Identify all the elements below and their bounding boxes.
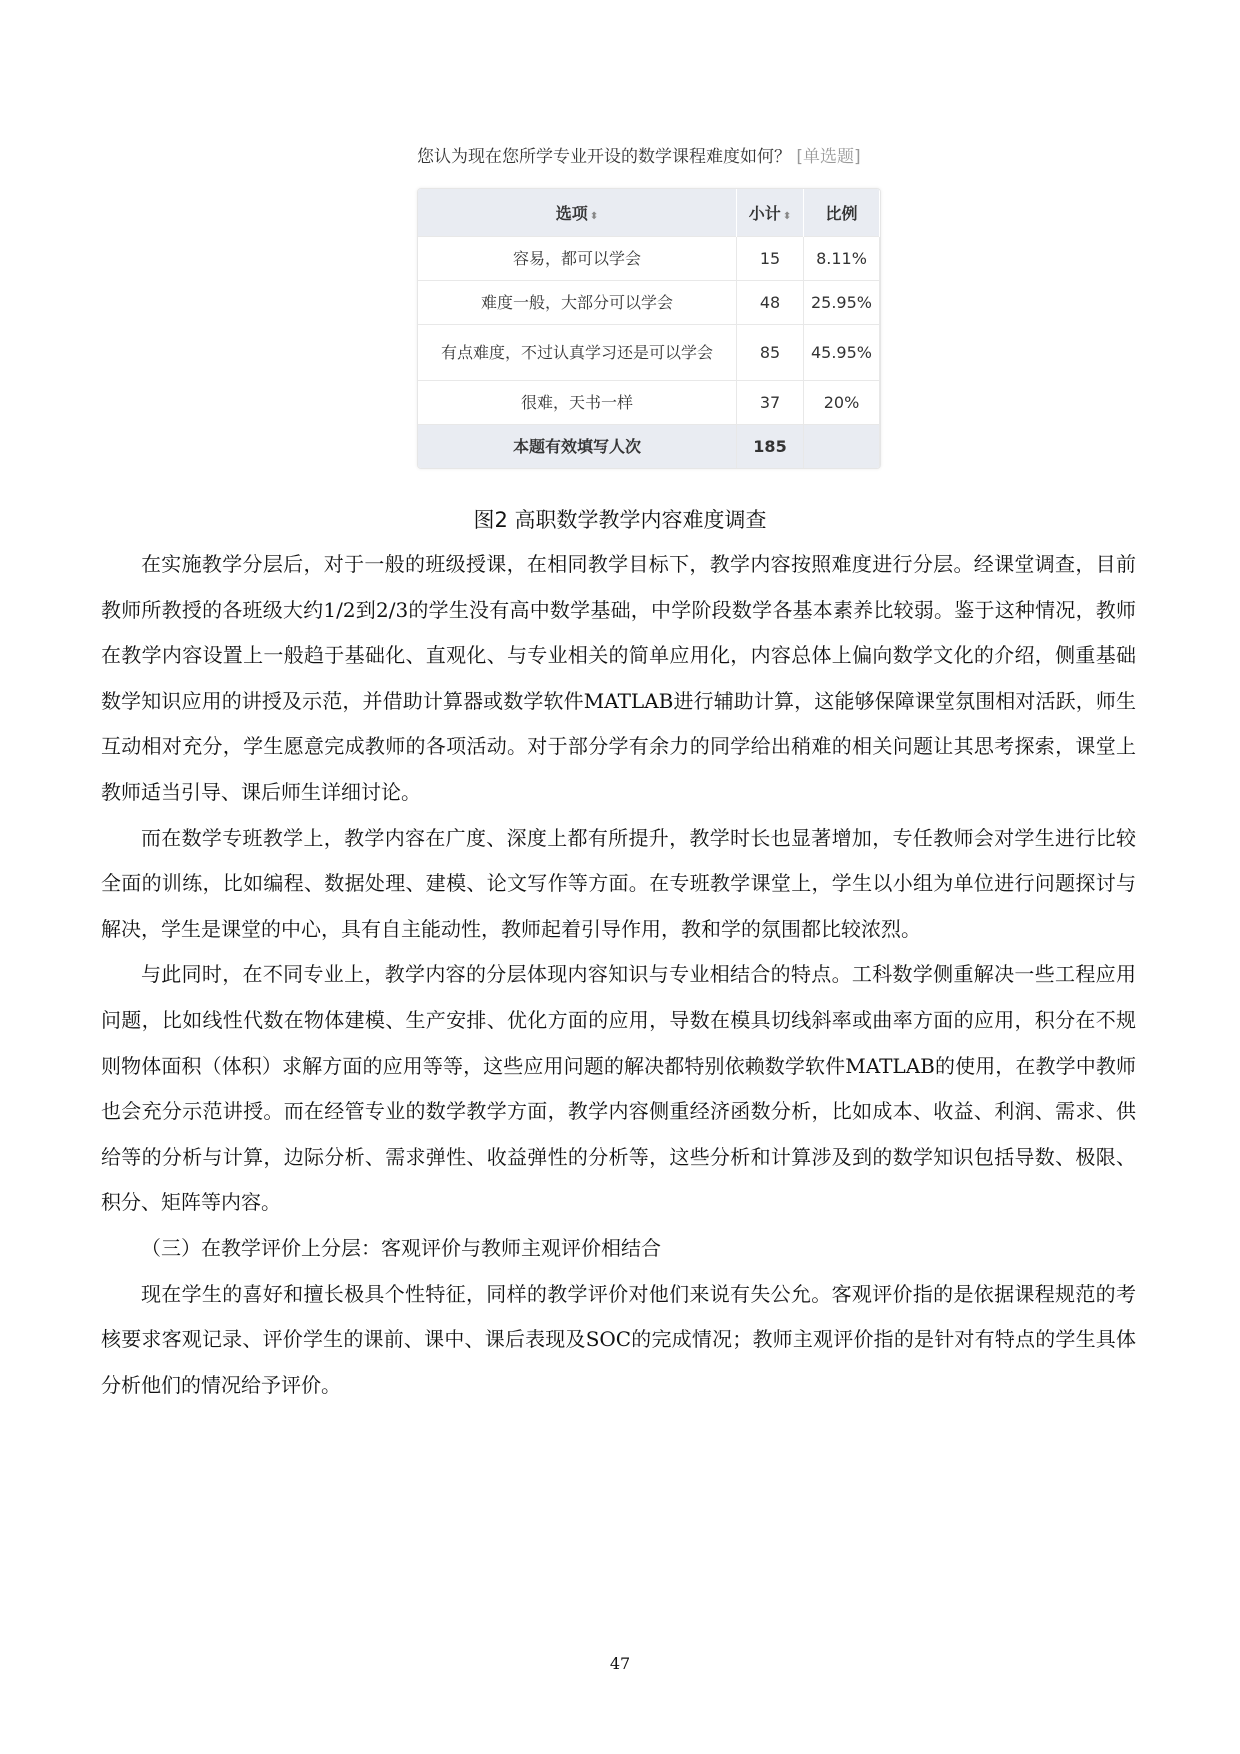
cell-option: 容易，都可以学会 <box>418 237 737 281</box>
survey-table-wrapper <box>417 188 881 469</box>
survey-figure <box>417 142 889 469</box>
survey-table <box>418 189 880 468</box>
section-heading: （三）在教学评价上分层：客观评价与教师主观评价相结合 <box>141 1235 661 1260</box>
column-header-ratio: 比例 <box>804 189 880 237</box>
table-row <box>418 237 880 281</box>
column-header-count[interactable] <box>737 189 804 237</box>
cell-option: 有点难度，不过认真学习还是可以学会 <box>418 325 737 381</box>
paragraph: 与此同时，在不同专业上，教学内容的分层体现内容知识与专业相结合的特点。工科数学侧重解决一些工程应用问题，比如线性代数在物体建模、生产安排、优化方面的应用，导数在模具切线斜率或曲率方面的应用，积分在不规则物体面积（体积）求解方面的应用等等，这些应用问题的解决都特别依赖数学软件MATLAB的使用，在教学中教师也会充分示范讲授。而在经管专业的数学教学方面，教学内容侧重经济函数分析，比如成本、收益、利润、需求、供给等的分析与计算，边际分析、需求弹性、收益弹性的分析等，这些分析和计算涉及到的数学知识包括导数、极限、积分、矩阵等内容。 <box>101 962 1136 1215</box>
table-row <box>418 281 880 325</box>
cell-ratio: 25.95% <box>804 281 880 325</box>
cell-ratio: 45.95% <box>804 325 880 381</box>
cell-count: 48 <box>737 281 804 325</box>
figure-caption: 图2 高职数学教学内容难度调查 <box>473 508 767 532</box>
question-text: 您认为现在您所学专业开设的数学课程难度如何？ <box>417 147 791 167</box>
table-row <box>418 325 880 381</box>
page-number: 47 <box>609 1654 631 1673</box>
question-type-tag: [单选题] <box>796 147 861 167</box>
table-header-row <box>418 189 880 237</box>
total-count: 185 <box>737 425 804 469</box>
column-header-count-label: 小计 <box>748 204 781 223</box>
cell-ratio: 8.11% <box>804 237 880 281</box>
survey-question <box>417 142 889 172</box>
cell-ratio: 20% <box>804 381 880 425</box>
total-ratio <box>804 425 880 469</box>
table-row <box>418 381 880 425</box>
table-total-row <box>418 425 880 469</box>
sort-icon[interactable]: ⬍ <box>589 211 599 222</box>
cell-option: 难度一般，大部分可以学会 <box>418 281 737 325</box>
paragraph: 现在学生的喜好和擅长极具个性特征，同样的教学评价对他们来说有失公允。客观评价指的是依据课程规范的考核要求客观记录、评价学生的课前、课中、课后表现及SOC的完成情况；教师主观评价指的是针对有特点的学生具体分析他们的情况给予评价。 <box>101 1281 1136 1397</box>
cell-count: 37 <box>737 381 804 425</box>
cell-count: 15 <box>737 237 804 281</box>
paragraph: 在实施教学分层后，对于一般的班级授课，在相同教学目标下，教学内容按照难度进行分层。经课堂调查，目前教师所教授的各班级大约1/2到2/3的学生没有高中数学基础，中学阶段数学各基本素养比较弱。鉴于这种情况，教师在教学内容设置上一般趋于基础化、直观化、与专业相关的简单应用化，内容总体上偏向数学文化的介绍，侧重基础数学知识应用的讲授及示范，并借助计算器或数学软件MATLAB进行辅助计算，这能够保障课堂氛围相对活跃，师生互动相对充分，学生愿意完成教师的各项活动。对于部分学有余力的同学给出稍难的相关问题让其思考探索，课堂上教师适当引导、课后师生详细讨论。 <box>101 552 1136 804</box>
body-text <box>101 542 1136 1408</box>
total-label: 本题有效填写人次 <box>418 425 737 469</box>
column-header-option-label: 选项 <box>555 204 588 223</box>
paragraph: 而在数学专班教学上，教学内容在广度、深度上都有所提升，教学时长也显著增加，专任教师会对学生进行比较全面的训练，比如编程、数据处理、建模、论文写作等方面。在专班教学课堂上，学生以小组为单位进行问题探讨与解决，学生是课堂的中心，具有自主能动性，教师起着引导作用，教和学的氛围都比较浓烈。 <box>101 825 1136 941</box>
cell-count: 85 <box>737 325 804 381</box>
column-header-option[interactable] <box>418 189 737 237</box>
cell-option: 很难，天书一样 <box>418 381 737 425</box>
sort-icon[interactable]: ⬍ <box>782 211 792 222</box>
